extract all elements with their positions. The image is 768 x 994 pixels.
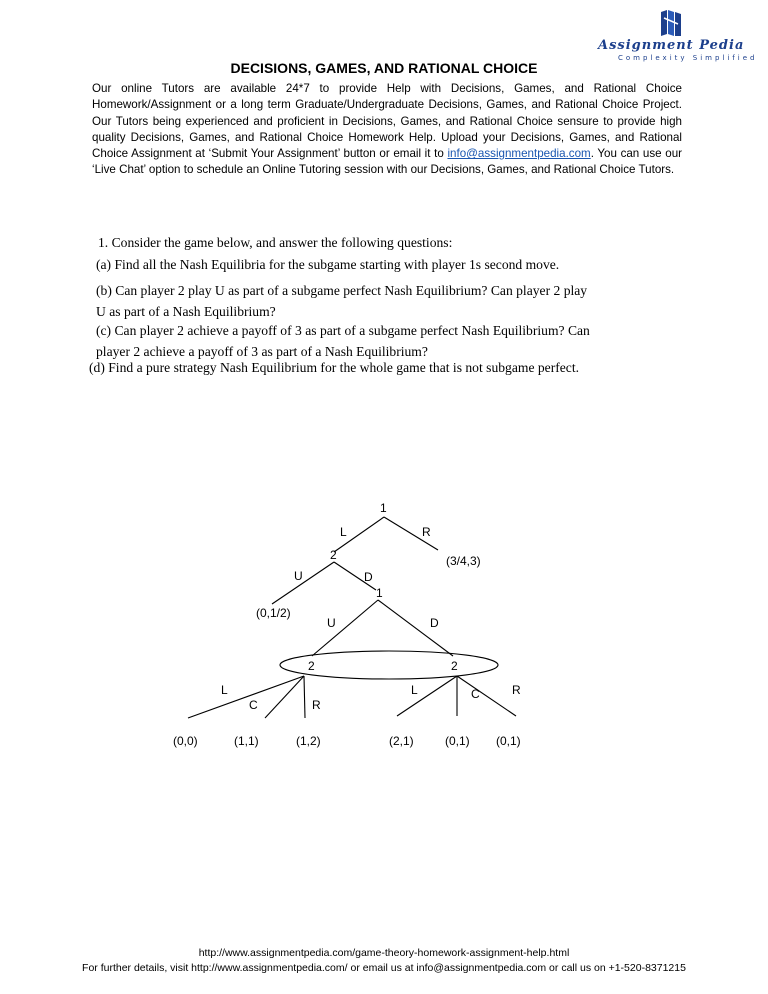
label-left-R: R xyxy=(312,698,321,712)
question-1: 1. Consider the game below, and answer the following questions: xyxy=(98,235,453,250)
question-c-line2: player 2 achieve a payoff of 3 as part of a Nash Equilibrium? xyxy=(96,344,428,359)
label-2-down: D xyxy=(364,570,373,584)
game-tree xyxy=(0,490,768,760)
intro-paragraph xyxy=(92,81,682,179)
question-d: (d) Find a pure strategy Nash Equilibrium for the whole game that is not subgame perfect. xyxy=(89,360,579,375)
node-root-player: 1 xyxy=(380,501,387,515)
edge-1b-up xyxy=(312,600,378,656)
edge-left-L xyxy=(188,676,304,718)
label-left-C: C xyxy=(249,698,258,712)
label-root-right: R xyxy=(422,525,431,539)
node-info-right-player: 2 xyxy=(451,659,458,673)
payoff-4: (2,1) xyxy=(389,734,414,748)
label-right-L: L xyxy=(411,683,418,697)
edge-right-R xyxy=(457,676,516,716)
payoff-3: (1,2) xyxy=(296,734,321,748)
intro-text-end: . You can use our ‘Live Chat’ option to schedule an Online Tutoring session with our Decisions, Games, and Rational Choice Tutors. xyxy=(92,147,682,177)
book-icon xyxy=(658,8,684,38)
intro-text: Our online Tutors are available 24*7 to provide Help with Decisions, Games, and Rational Choice Homework/Assignment or a long term Graduate/Undergraduate Decisions, Games, and Rational Choice Project. Our Tutors being experienced and proficient in Decisions, Games, and Rational Choice sensure to provide high quality Decisions, Games, and Rational Choice Homework Help. Upload your Decisions, Games, and Rational Choice Assignment at ‘Submit Your Assignment’ button or email it to xyxy=(92,82,682,161)
node-2-player: 2 xyxy=(330,548,337,562)
logo xyxy=(590,8,760,64)
node-info-left-player: 2 xyxy=(308,659,315,673)
edge-right-L xyxy=(397,676,457,716)
edge-2-up xyxy=(272,562,334,604)
payoff-R: (3/4,3) xyxy=(446,554,481,568)
payoff-5: (0,1) xyxy=(445,734,470,748)
payoff-U: (0,1/2) xyxy=(256,606,291,620)
payoff-6: (0,1) xyxy=(496,734,521,748)
payoff-2: (1,1) xyxy=(234,734,259,748)
question-c-line1: (c) Can player 2 achieve a payoff of 3 as part of a subgame perfect Nash Equilibrium? Can xyxy=(96,323,590,338)
footer-contact: For further details, visit http://www.assignmentpedia.com/ or email us at info@assignmentpedia.com or call us on +1-520-8371215 xyxy=(82,962,686,974)
label-right-R: R xyxy=(512,683,521,697)
question-b-line2: U as part of a Nash Equilibrium? xyxy=(96,304,276,319)
node-1b-player: 1 xyxy=(376,586,383,600)
question-a: (a) Find all the Nash Equilibria for the subgame starting with player 1s second move. xyxy=(96,257,560,272)
email-link[interactable]: info@assignmentpedia.com xyxy=(447,147,591,161)
label-right-C: C xyxy=(471,687,480,701)
edge-1b-down xyxy=(378,600,453,656)
logo-tagline: Complexity Simplified xyxy=(618,54,758,62)
edge-left-C xyxy=(265,676,304,718)
label-1b-down: D xyxy=(430,616,439,630)
question-b-line1: (b) Can player 2 play U as part of a subgame perfect Nash Equilibrium? Can player 2 play xyxy=(96,283,588,298)
footer-url[interactable]: http://www.assignmentpedia.com/game-theory-homework-assignment-help.html xyxy=(198,947,570,959)
label-left-L: L xyxy=(221,683,228,697)
label-root-left: L xyxy=(340,525,347,539)
payoff-1: (0,0) xyxy=(173,734,198,748)
edge-left-R xyxy=(304,676,305,718)
logo-name: Assignment Pedia xyxy=(598,38,745,53)
label-2-up: U xyxy=(294,569,303,583)
label-1b-up: U xyxy=(327,616,336,630)
page-title: DECISIONS, GAMES, AND RATIONAL CHOICE xyxy=(230,60,538,76)
